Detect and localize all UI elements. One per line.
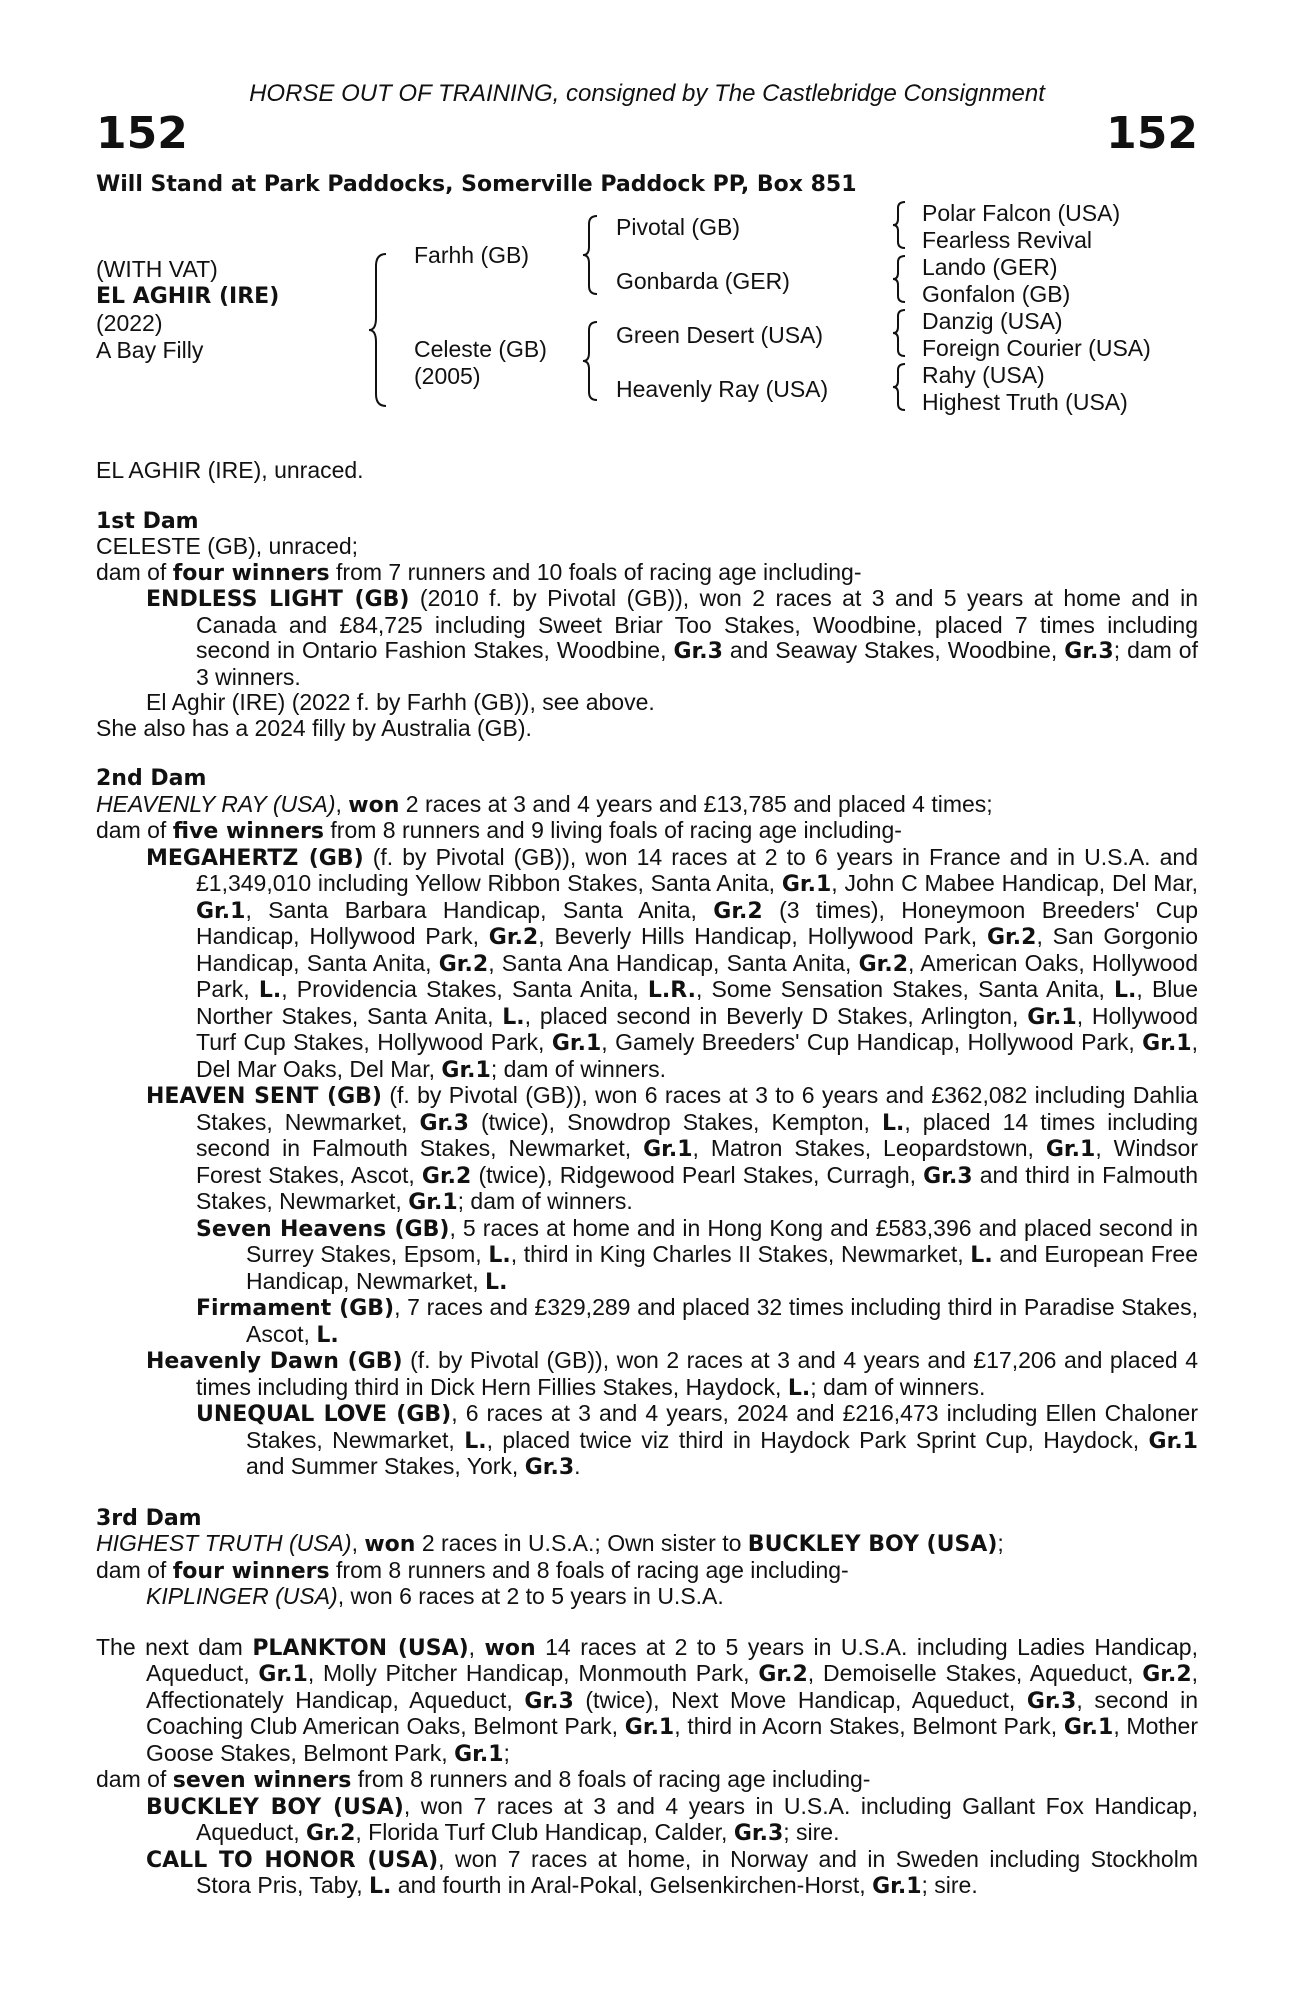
produce-seven-heavens: Seven Heavens (GB), 5 races at home and in Hong Kong and £583,396 and placed second in Surrey Stakes, Epsom, L., third in King Charles II Stakes, Newmarket, L. and European Free Handicap, Newmarket, L. <box>196 1214 1199 1295</box>
brace-g3 <box>892 308 908 358</box>
produce-endless-light: ENDLESS LIGHT (GB) (2010 f. by Pivotal (GB)), won 2 races at 3 and 5 years at home and in Canada and £84,725 including Sweet Briar Too Stakes, Woodbine, placed 7 times including second in Ontario Fashion Stakes, Woodbine, Gr.3 and Seaway Stakes, Woodbine, Gr.3; dam of 3 winners. <box>146 585 1199 690</box>
pedigree-main-brace <box>368 252 390 408</box>
pedigree-sire: Farhh (GB) <box>414 242 530 268</box>
first-dam-name: CELESTE (GB), unraced; <box>96 533 359 559</box>
second-dam-heading: 2nd Dam <box>96 766 207 791</box>
pedigree-dam-sire: Green Desert (USA) <box>616 322 824 348</box>
next-dam-plankton: The next dam PLANKTON (USA), won 14 races at 2 to 5 years in U.S.A. including Ladies Handicap, Aqueduct, Gr.1, Molly Pitcher Handicap, Monmouth Park, Gr.2, Demoiselle Stakes, Aqueduct, Gr.2, Affectionately Handicap, Aqueduct, Gr.3 (twice), Next Move Handicap, Aqueduct, Gr.3, second in Coaching Club American Oaks, Belmont Park, Gr.1, third in Acorn Stakes, Belmont Park, Gr.1, Mother Goose Stakes, Belmont Park, Gr.1; <box>96 1633 1199 1767</box>
second-dam-produce: dam of five winners from 8 runners and 9 living foals of racing age including- <box>96 817 902 844</box>
horse-name: EL AGHIR (IRE) <box>96 284 280 309</box>
pedigree-g3: Lando (GER) <box>922 254 1058 280</box>
third-dam-name: HIGHEST TRUTH (USA), won 2 races in U.S.A.; Own sister to BUCKLEY BOY (USA); <box>96 1530 1004 1557</box>
brace-g2 <box>892 254 908 304</box>
pedigree-g6: Foreign Courier (USA) <box>922 335 1151 361</box>
brace-g1 <box>892 200 908 250</box>
catalogue-body <box>96 458 1198 1900</box>
horse-year: (2022) <box>96 310 163 336</box>
pedigree-g8: Highest Truth (USA) <box>922 389 1128 415</box>
produce-buckley-boy: BUCKLEY BOY (USA), won 7 races at 3 and 4 years in U.S.A. including Gallant Fox Handicap, Aqueduct, Gr.2, Florida Turf Club Handicap, Calder, Gr.3; sire. <box>146 1792 1198 1846</box>
first-dam-heading: 1st Dam <box>96 508 199 534</box>
produce-el-aghir: El Aghir (IRE) (2022 f. by Farhh (GB)), see above. <box>146 689 655 715</box>
pedigree-g7: Rahy (USA) <box>922 362 1045 388</box>
lot-number-right: 152 <box>1106 108 1198 159</box>
first-dam-produce: dam of four winners from 7 runners and 10 foals of racing age including- <box>96 558 862 586</box>
pedigree-g1: Polar Falcon (USA) <box>922 200 1121 226</box>
produce-heavenly-dawn: Heavenly Dawn (GB) (f. by Pivotal (GB)), won 2 races at 3 and 4 years and £17,206 and placed 4 times including third in Dick Hern Fillies Stakes, Haydock, L.; dam of winners. <box>146 1347 1198 1401</box>
pedigree-sire-sire: Pivotal (GB) <box>616 214 740 240</box>
first-dam-note: She also has a 2024 filly by Australia (GB). <box>96 714 532 741</box>
vat-label: (WITH VAT) <box>96 256 218 282</box>
pedigree-dam-year: (2005) <box>414 363 481 389</box>
consignor-line: HORSE OUT OF TRAINING, consigned by The Castlebridge Consignment <box>249 80 1045 107</box>
unraced-line: EL AGHIR (IRE), unraced. <box>96 457 364 483</box>
pedigree-sire-dam: Gonbarda (GER) <box>616 268 790 294</box>
stand-location: Will Stand at Park Paddocks, Somerville Paddock PP, Box 851 <box>96 172 857 197</box>
lot-number-left: 152 <box>96 108 188 159</box>
produce-unequal-love: UNEQUAL LOVE (GB), 6 races at 3 and 4 years, 2024 and £216,473 including Ellen Chaloner Stakes, Newmarket, L., placed twice viz third in Haydock Park Sprint Cup, Haydock, Gr.1 and Summer Stakes, York, Gr.3. <box>196 1400 1198 1480</box>
produce-firmament: Firmament (GB), 7 races and £329,289 and placed 32 times including third in Paradise Stakes, Ascot, L. <box>196 1294 1198 1348</box>
produce-heaven-sent: HEAVEN SENT (GB) (f. by Pivotal (GB)), won 6 races at 3 to 6 years and £362,082 including Dahlia Stakes, Newmarket, Gr.3 (twice), Snowdrop Stakes, Kempton, L., placed 14 times including second in Falmouth Stakes, Newmarket, Gr.1, Matron Stakes, Leopardstown, Gr.1, Windsor Forest Stakes, Ascot, Gr.2 (twice), Ridgewood Pearl Stakes, Curragh, Gr.3 and third in Falmouth Stakes, Newmarket, Gr.1; dam of winners. <box>146 1082 1199 1215</box>
second-dam-name: HEAVENLY RAY (USA), won 2 races at 3 and 4 years and £13,785 and placed 4 times; <box>96 790 993 818</box>
produce-megahertz: MEGAHERTZ (GB) (f. by Pivotal (GB)), won 14 races at 2 to 6 years in France and in U.S.A. and £1,349,010 including Yellow Ribbon Stakes, Santa Anita, Gr.1, John C Mabee Handicap, Del Mar, Gr.1, Santa Barbara Handicap, Santa Anita, Gr.2 (3 times), Honeymoon Breeders' Cup Handicap, Hollywood Park, Gr.2, Beverly Hills Handicap, Hollywood Park, Gr.2, San Gorgonio Handicap, Santa Anita, Gr.2, Santa Ana Handicap, Santa Anita, Gr.2, American Oaks, Hollywood Park, L., Providencia Stakes, Santa Anita, L.R., Some Sensation Stakes, Santa Anita, L., Blue Norther Stakes, Santa Anita, L., placed second in Beverly D Stakes, Arlington, Gr.1, Hollywood Turf Cup Stakes, Hollywood Park, Gr.1, Gamely Breeders' Cup Handicap, Hollywood Park, Gr.1, Del Mar Oaks, Del Mar, Gr.1; dam of winners. <box>146 843 1199 1083</box>
pedigree-dam-dam: Heavenly Ray (USA) <box>616 376 829 402</box>
produce-call-to-honor: CALL TO HONOR (USA), won 7 races at home, in Norway and in Sweden including Stockholm Stora Pris, Taby, L. and fourth in Aral-Pokal, Gelsenkirchen-Horst, Gr.1; sire. <box>146 1845 1198 1899</box>
third-dam-heading: 3rd Dam <box>96 1505 202 1531</box>
horse-description: A Bay Filly <box>96 337 204 363</box>
sire-brace <box>582 214 600 296</box>
pedigree-g5: Danzig (USA) <box>922 308 1063 334</box>
produce-kiplinger: KIPLINGER (USA), won 6 races at 2 to 5 years in U.S.A. <box>146 1583 724 1609</box>
pedigree-g4: Gonfalon (GB) <box>922 281 1071 307</box>
next-dam-produce: dam of seven winners from 8 runners and 8 foals of racing age including- <box>96 1766 871 1793</box>
pedigree-g2: Fearless Revival <box>922 227 1092 253</box>
pedigree-dam: Celeste (GB) <box>414 336 547 362</box>
dam-brace <box>582 320 600 402</box>
third-dam-produce: dam of four winners from 8 runners and 8 foals of racing age including- <box>96 1556 849 1584</box>
brace-g4 <box>892 362 908 412</box>
